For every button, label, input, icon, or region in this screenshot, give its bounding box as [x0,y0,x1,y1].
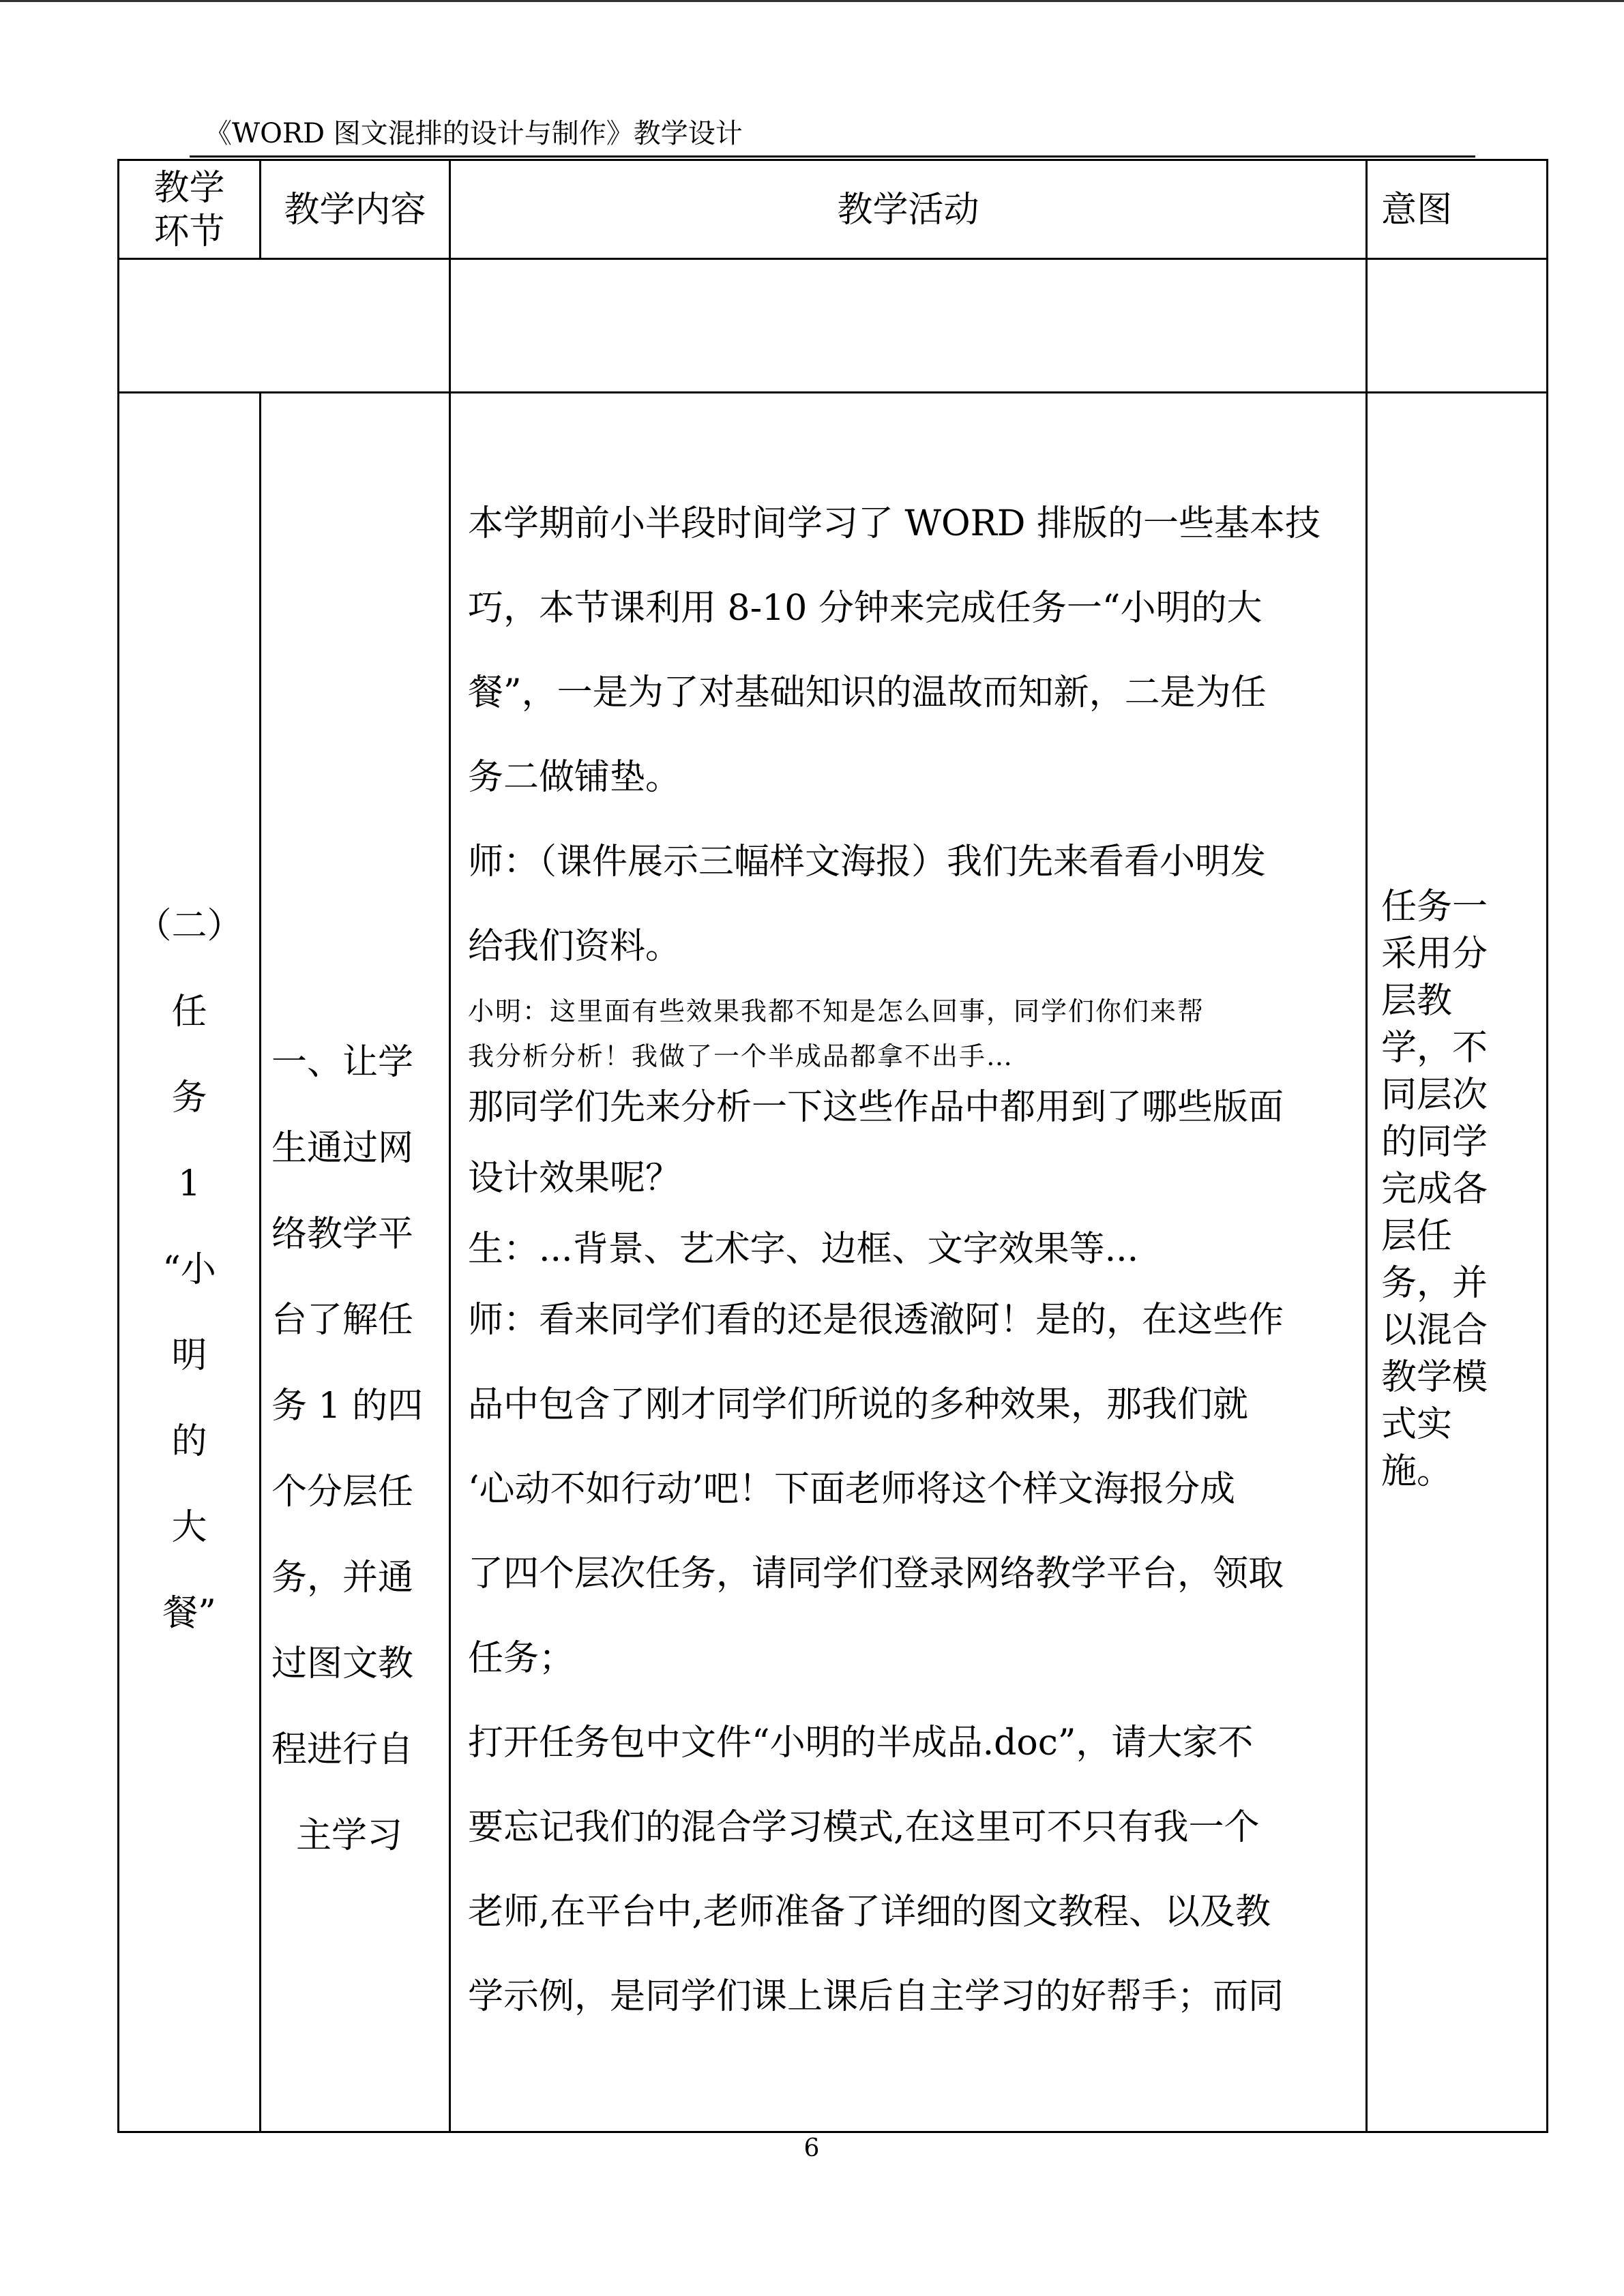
content-line: 个分层任 [271,1472,414,1512]
intent-line: 的同学 [1381,1122,1488,1163]
content-line: 程进行自 [271,1729,414,1770]
table-row-divider-empty [117,391,1548,393]
activity-line: 务二做铺垫。 [468,757,681,798]
intent-line: 式实 [1381,1404,1453,1445]
header-intent-label: 意图 [1381,189,1453,230]
activity-cell [468,481,1355,2039]
intent-line: 教学模 [1381,1357,1488,1398]
content-line: 过图文教 [271,1643,414,1684]
stage-line: 大 [171,1507,207,1548]
page-number: 6 [803,2134,820,2162]
activity-line: 了四个层次任务，请同学们登录网络教学平台，领取 [468,1553,1284,1594]
activity-line: 打开任务包中文件“小明的半成品.doc”，请大家不 [468,1723,1254,1763]
intent-line: 以混合 [1381,1310,1488,1351]
content-line: 务 1 的四 [271,1386,424,1427]
activity-line: 学示例，是同学们课上课后自主学习的好帮手；而同 [468,1976,1284,2017]
activity-line: 师：看来同学们看的还是很透澈阿！是的，在这些作 [468,1300,1284,1341]
content-line: 台了解任 [271,1300,414,1341]
intent-line: 任务一 [1381,886,1488,927]
stage-line: 务 [171,1077,207,1118]
table-border-right [1546,159,1548,2133]
intent-line: 层任 [1381,1216,1453,1257]
content-line: 络教学平 [271,1214,414,1255]
activity-line: 任务； [468,1638,575,1679]
stage-cell [119,883,259,1656]
table-col-divider-activity [1365,159,1368,2133]
activity-line: 本学期前小半段时间学习了 WORD 排版的一些基本技 [468,503,1320,544]
intent-line: 层教 [1381,981,1453,1022]
activity-line: 巧，本节课利用 8-10 分钟来完成任务一“小明的大 [468,588,1263,629]
table-col-divider-stage-body [259,391,261,2133]
activity-line: 生：...背景、艺术字、边框、文字效果等... [468,1229,1139,1270]
activity-line: 要忘记我们的混合学习模式,在这里可不只有我一个 [468,1807,1260,1848]
stage-line: 1 [177,1163,201,1204]
xiaoming-line: 我分析分析！我做了一个半成品都拿不出手… [468,1041,1014,1071]
intent-line: 施。 [1381,1451,1453,1492]
header-cell-content [261,161,449,258]
activity-line: 老师,在平台中,老师准备了详细的图文教程、以及教 [468,1892,1271,1933]
content-line: 生通过网 [271,1128,414,1169]
document-header-title: 《WORD 图文混排的设计与制作》教学设计 [205,118,743,149]
content-line: 一、让学 [271,1042,414,1083]
content-line: 务，并通 [271,1557,414,1598]
activity-line: 那同学们先来分析一下这些作品中都用到了哪些版面 [468,1087,1284,1128]
intent-line: 完成各 [1381,1169,1488,1210]
stage-line: “小 [162,1249,216,1290]
header-cell-intent [1381,161,1545,258]
activity-line: ‘心动不如行动’吧！下面老师将这个样文海报分成 [468,1469,1236,1510]
page-top-border [0,0,1624,2]
stage-line: 明 [171,1335,207,1376]
header-cell-activity [451,161,1365,258]
stage-line: 的 [171,1421,207,1462]
stage-line: 餐” [162,1593,216,1634]
header-rule [190,155,1475,158]
intent-line: 同层次 [1381,1075,1488,1116]
content-cell [271,1019,456,1879]
activity-line: 设计效果呢？ [468,1158,681,1199]
header-stage-line2: 环节 [153,211,225,252]
activity-line: 餐”，一是为了对基础知识的温故而知新，二是为任 [468,672,1267,713]
stage-line: 任 [171,992,207,1032]
header-activity-label: 教学活动 [837,189,979,230]
intent-line: 学，不 [1381,1028,1488,1069]
content-line: 主学习 [296,1815,403,1856]
activity-line: 师：（课件展示三幅样文海报）我们先来看看小明发 [468,841,1267,882]
intent-line: 务，并 [1381,1263,1488,1304]
intent-line: 采用分 [1381,934,1488,974]
header-content-label: 教学内容 [284,189,426,230]
header-cell-stage [119,161,259,258]
stage-line: （二） [136,906,243,946]
intent-cell [1381,884,1538,1495]
header-stage-line1: 教学 [153,167,225,209]
activity-line: 品中包含了刚才同学们所说的多种效果，那我们就 [468,1384,1249,1425]
activity-line: 给我们资料。 [468,926,681,967]
xiaoming-line: 小明：这里面有些效果我都不知是怎么回事，同学们你们来帮 [468,996,1205,1026]
